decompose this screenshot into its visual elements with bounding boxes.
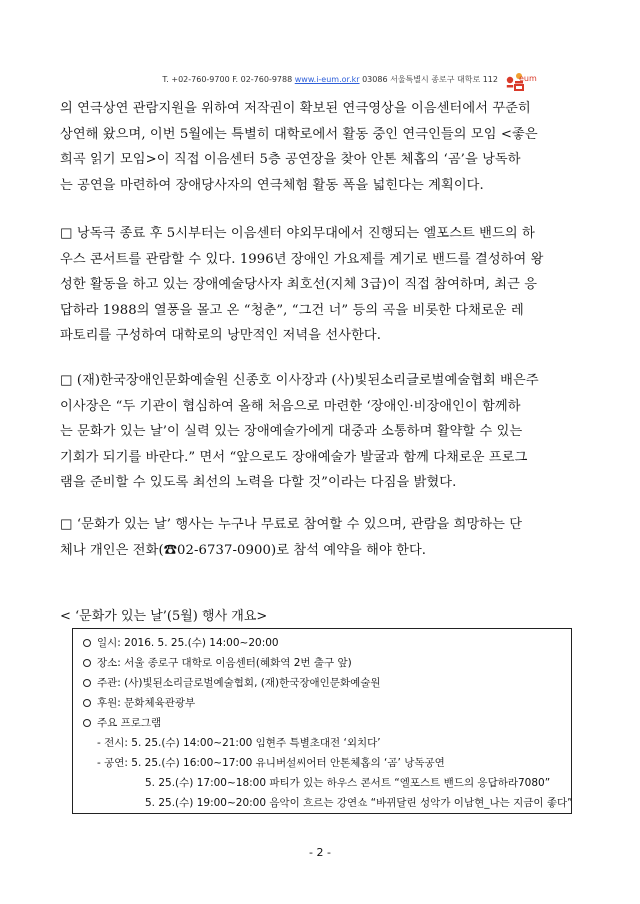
circle-bullet-icon xyxy=(83,719,91,727)
paragraph-line: 파토리를 구성하여 대학로의 낭만적인 저녁을 선사한다. xyxy=(60,328,382,343)
paragraph-line: 희곡 읽기 모임>이 직접 이음센터 5층 공연장을 찾아 안톤 체홉의 ‘곰’을 낭독하 xyxy=(60,152,521,167)
website-link[interactable]: www.i-eum.or.kr xyxy=(294,75,360,84)
paragraph-line: □ (재)한국장애인문화예술원 신종호 이사장과 (사)빛된소리글로벌예술협회 배은주 xyxy=(60,373,539,388)
paragraph-line: 체나 개인은 전화(☎02-6737-0900)로 참석 예약을 해야 한다. xyxy=(60,542,427,558)
circle-bullet-icon xyxy=(83,699,91,707)
summary-title: < ‘문화가 있는 날’(5월) 행사 개요> xyxy=(60,609,268,624)
summary-item-label: 장소: 서울 종로구 대학로 이음센터(혜화역 2번 출구 앞) xyxy=(97,657,352,669)
summary-item-sponsor xyxy=(83,695,195,710)
summary-item-organizer xyxy=(83,675,381,690)
circle-bullet-icon xyxy=(83,639,91,647)
paragraph-line: 우스 콘서트를 관람할 수 있다. 1996년 장애인 가요제를 계기로 밴드를 결성하여 왕 xyxy=(60,251,544,267)
paragraph-line: 는 공연을 마련하여 장애당사자의 연극체험 활동 폭을 넓힌다는 계획이다. xyxy=(60,177,484,193)
paragraph-line: 상연해 왔으며, 이번 5월에는 특별히 대학로에서 활동 중인 연극인들의 모임 <좋은 xyxy=(60,126,538,142)
paragraph-2 xyxy=(60,221,580,349)
paragraph-line: 의 연극상연 관람지원을 위하여 저작권이 확보된 연극영상을 이음센터에서 꾸준히 xyxy=(60,101,531,116)
summary-item-label: 일시: 2016. 5. 25.(수) 14:00~20:00 xyxy=(97,637,279,649)
paragraph-line: 램을 준비할 수 있도록 최선의 노력을 다할 것”이라는 다짐을 밝혔다. xyxy=(60,475,457,490)
program-exhibition: - 전시: 5. 25.(수) 14:00~21:00 임현주 특별초대전 ‘외치다’ xyxy=(97,737,381,749)
paragraph-1 xyxy=(60,96,580,198)
event-summary-box xyxy=(72,628,572,814)
paragraph-line: 이사장은 “두 기관이 협심하여 올해 처음으로 마련한 ‘장애인·비장애인이 함께하 xyxy=(60,398,521,414)
program-lecture-show: 5. 25.(수) 19:00~20:00 음악이 흐르는 강연쇼 “바뀌달린 성악가 이남현_나는 지금이 좋다” xyxy=(145,797,573,809)
summary-item-label: 주요 프로그램 xyxy=(97,717,162,729)
paragraph-line: 는 문화가 있는 날’이 실력 있는 장애예술가에게 대중과 소통하며 활약할 수 있는 xyxy=(60,424,523,439)
program-performance: - 공연: 5. 25.(수) 16:00~17:00 유니버설씨어터 안톤체홉의 ‘곰’ 낭독공연 xyxy=(97,757,445,769)
paragraph-line: □ ‘문화가 있는 날’ 행사는 누구나 무료로 참여할 수 있으며, 관람을 희망하는 단 xyxy=(60,517,523,532)
logo-text: eum xyxy=(519,74,537,83)
address: 03086 서울특별시 종로구 대학로 112 xyxy=(362,75,498,84)
program-concert: 5. 25.(수) 17:00~18:00 파티가 있는 하우스 콘서트 “엘포스트 밴드의 응답하라7080” xyxy=(145,777,551,789)
summary-item-label: 주관: (사)빛된소리글로벌예술협회, (재)한국장애인문화예술원 xyxy=(97,677,381,689)
circle-bullet-icon xyxy=(83,679,91,687)
circle-bullet-icon xyxy=(83,659,91,667)
summary-item-place xyxy=(83,655,352,670)
paragraph-line: □ 낭독극 종료 후 5시부터는 이음센터 야외무대에서 진행되는 엘포스트 밴드의 하 xyxy=(60,226,535,241)
paragraph-3 xyxy=(60,368,580,496)
page-number: - 2 - xyxy=(309,846,331,859)
contact-phone-fax: T. +02-760-9700 F. 02-760-9788 xyxy=(162,75,293,84)
summary-item-label: 후원: 문화체육관광부 xyxy=(97,697,196,709)
paragraph-line: 답하라 1988의 열풍을 몰고 온 “청춘”, “그건 너” 등의 곡을 비롯한 다채로운 레 xyxy=(60,302,524,318)
summary-item-programs xyxy=(83,715,161,730)
summary-item-date xyxy=(83,635,279,650)
page-header xyxy=(0,68,640,92)
paragraph-line: 성한 활동을 하고 있는 장애예술당사자 최호선(지체 3급)이 직접 참여하며, 최근 응 xyxy=(60,277,538,292)
contact-info xyxy=(162,74,498,85)
paragraph-4 xyxy=(60,512,580,563)
paragraph-line: 기회가 되기를 바란다.” 면서 “앞으로도 장애예술가 발굴과 함께 다채로운 프로그 xyxy=(60,449,528,465)
